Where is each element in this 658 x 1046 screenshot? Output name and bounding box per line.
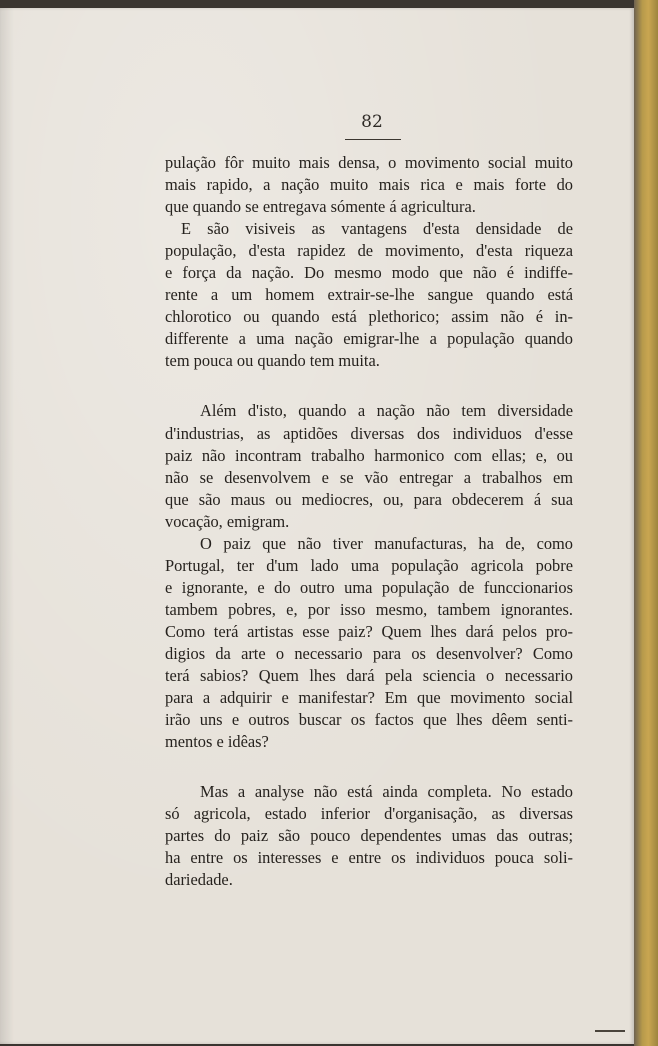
text-line: dariedade. [165,870,233,890]
text-line: Além d'isto, quando a nação não tem diversidade [200,401,573,421]
text-line: tambem pobres, e, por isso mesmo, tambem ignorantes. [165,599,573,619]
paragraph [165,533,573,753]
text-line: e ignorante, e do outro uma população de funccionarios [165,577,573,597]
paragraph [165,152,573,218]
paragraph-gap [165,372,573,400]
text-line: partes do paiz são pouco dependentes umas das outras; [165,826,573,846]
text-line: mais rapido, a nação muito mais rica e mais forte do [165,175,573,195]
text-line: ha entre os interesses e entre os individuos pouca soli- [165,848,573,868]
paragraph [165,781,573,891]
text-line: e força da nação. Do mesmo modo que não é indiffe- [165,263,573,283]
page-edge-mark [595,1030,625,1032]
text-line: rente a um homem extrair-se-lhe sangue quando está [165,285,573,305]
text-line: mentos e idêas? [165,732,269,752]
text-line: vocação, emigram. [165,511,290,531]
page-text [165,152,573,891]
text-line: que quando se entregava sómente á agricultura. [165,197,476,217]
paragraph [165,400,573,532]
text-line: chlorotico ou quando está plethorico; assim não é in- [165,307,573,327]
text-line: d'industrias, as aptidões diversas dos individuos d'esse [165,423,573,443]
page-number: 82 [361,112,383,132]
text-line: O paiz que não tiver manufacturas, ha de, como [200,533,573,553]
book-spine [634,0,658,1046]
text-line: terá sabios? Quem lhes dará pela sciencia o necessario [165,666,573,686]
text-line: Como terá artistas esse paiz? Quem lhes dará pelos pro- [165,621,573,641]
text-line: differente a uma nação emigrar-lhe a população quando [165,329,573,349]
text-line: irão uns e outros buscar os factos que lhes dêem senti- [165,710,573,730]
text-line: Portugal, ter d'um lado uma população agricola pobre [165,555,573,575]
text-line: população, d'esta rapidez de movimento, d'esta riqueza [165,241,573,261]
page-number-rule [345,139,401,140]
text-line: não se desenvolvem e se vão entregar a trabalhos em [165,467,573,487]
text-line: pulação fôr muito mais densa, o movimento social muito [165,153,573,172]
text-line: Mas a analyse não está ainda completa. No estado [200,782,573,802]
text-line: para a adquirir e manifestar? Em que movimento social [165,688,573,708]
paragraph-gap [165,753,573,781]
paragraph [165,218,573,372]
text-line: E são visiveis as vantagens d'esta densidade de [181,219,573,239]
text-line: digios da arte o necessario para os desenvolver? Como [165,643,573,663]
text-line: que são maus ou mediocres, ou, para obdecerem á sua [165,489,573,509]
text-line: tem pouca ou quando tem muita. [165,351,380,371]
text-line: só agricola, estado inferior d'organisação, as diversas [165,804,573,824]
text-line: paiz não incontram trabalho harmonico com ellas; e, ou [165,445,573,465]
